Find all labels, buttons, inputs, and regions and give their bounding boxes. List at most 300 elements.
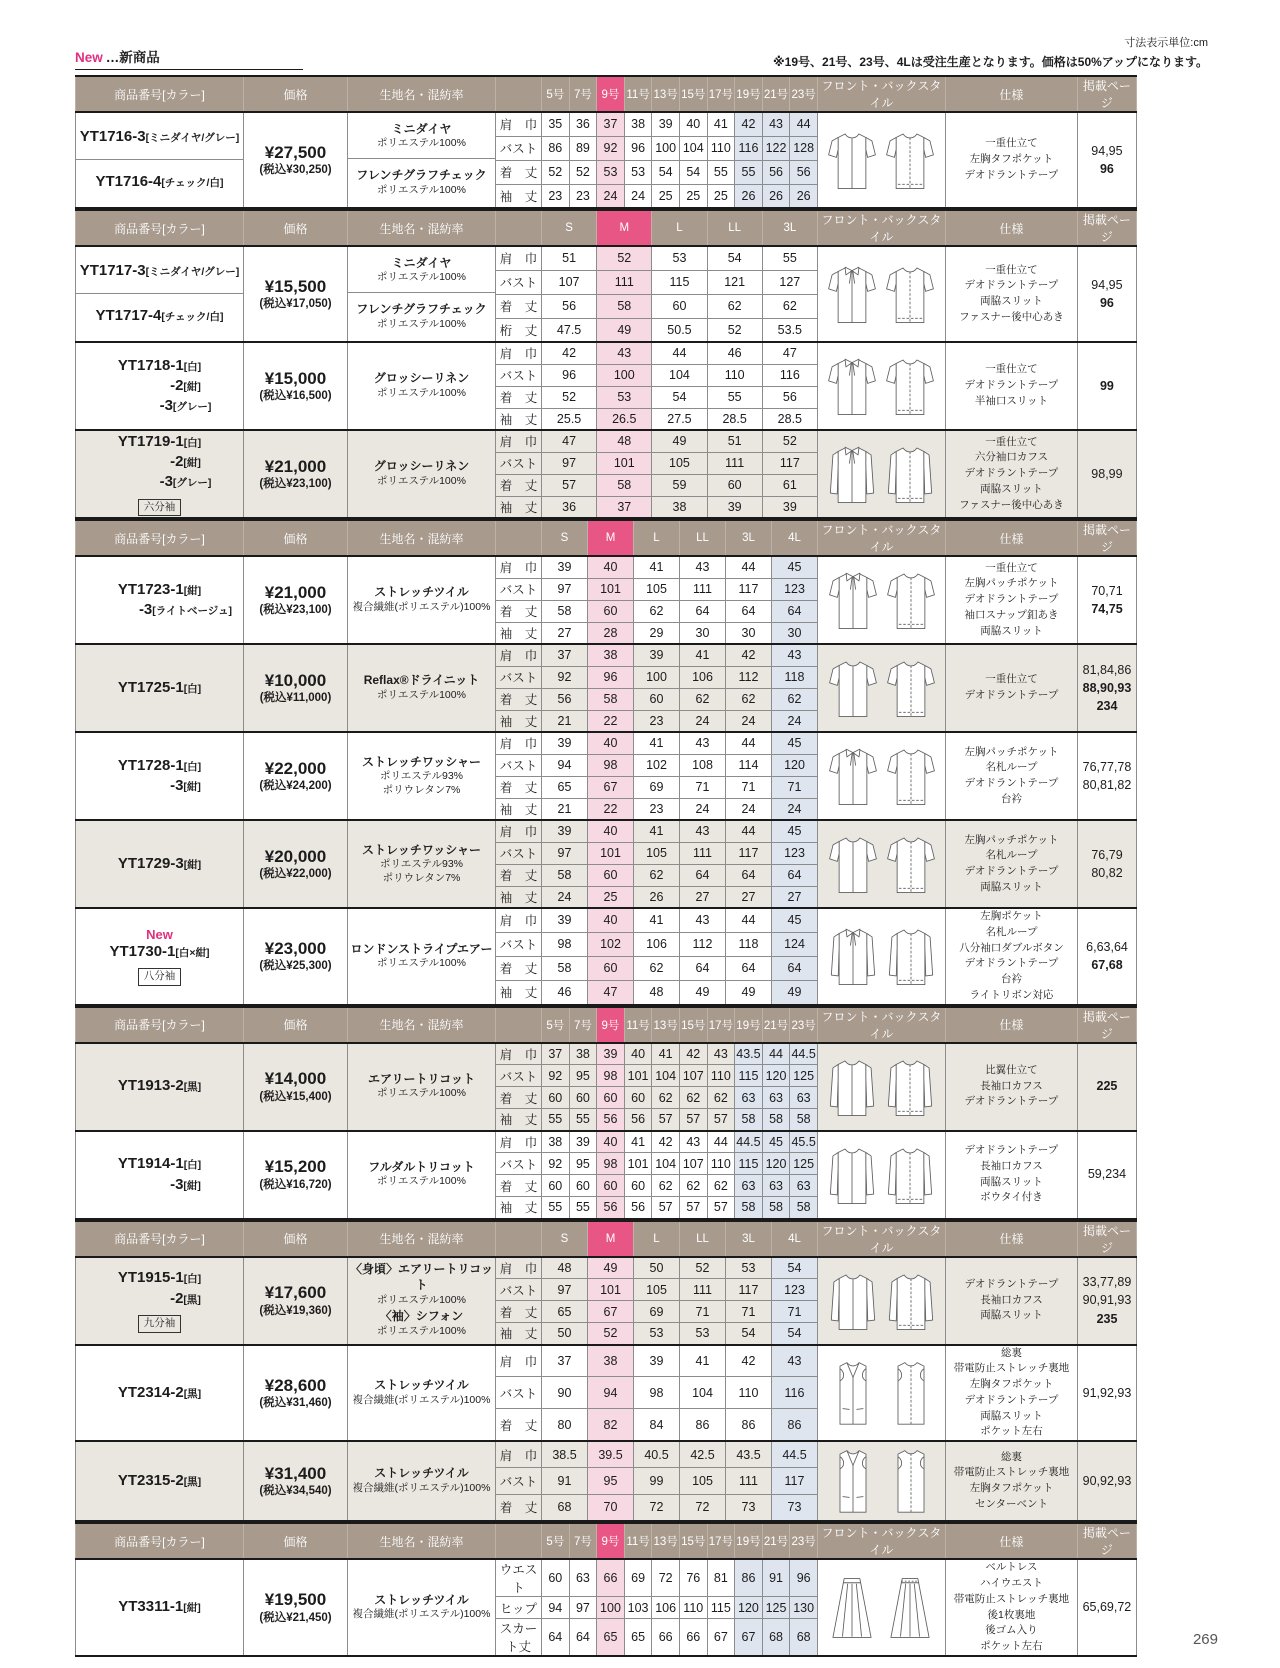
price-tax-value: (税込¥23,100) [259,604,332,617]
measurement-value: 62 [652,1175,680,1197]
measurement-label: 着 丈 [496,1087,542,1109]
measurement-value: 43.5 [735,1043,763,1065]
measurement-label: 肩 巾 [496,908,542,932]
price-value: ¥10,000 [264,670,327,690]
measurement-value: 60 [588,864,634,886]
measurement-label: 着 丈 [496,600,542,622]
measurement-label: 肩 巾 [496,644,542,666]
measurement-value: 91 [762,1559,790,1597]
measurement-value: 50 [542,1323,588,1345]
measurement-value: 40 [588,732,634,754]
size-column-header: 15号 [679,76,707,112]
measurement-value: 27.5 [652,408,707,430]
style-illustration-cell [817,246,945,342]
measurement-value: 46 [707,342,762,364]
product-code-number: YT1718-1 [117,356,184,374]
spec-item: デオドラントテープ [964,1095,1059,1108]
spec-list [946,732,1078,820]
measurement-value: 62 [707,294,762,318]
page-references [1077,1559,1136,1656]
measurement-value: 96 [624,136,652,160]
measurement-value: 54 [707,246,762,270]
spec-item: 左胸パッチポケット [964,833,1059,846]
measurement-value: 53 [680,1323,726,1345]
measurement-value: 40 [588,556,634,578]
column-header-fabric: 生地名・混紡率 [348,1221,496,1257]
measurement-row [76,430,1137,452]
fabric-cell [348,556,496,644]
product-code-cell [76,246,244,342]
product-color-label: [紺] [183,1179,201,1192]
fabric-cell [348,1043,496,1131]
size-column-header: S [542,210,597,246]
measurement-value: 63 [762,1175,790,1197]
size-column-header: 5号 [542,1007,570,1043]
product-code-cell [76,644,244,732]
measurement-value: 70 [588,1494,634,1521]
column-header-style: フロント・バックスタイル [817,1523,945,1559]
measurement-value: 107 [542,270,597,294]
measurement-value: 38 [542,1131,570,1153]
style-illustration-cell [817,112,945,208]
measurement-value: 86 [772,1409,818,1441]
new-flag: New [146,926,173,942]
size-column-header: 13号 [652,1523,680,1559]
measurement-value: 56 [624,1109,652,1131]
measurement-value: 58 [597,474,652,496]
product-code-cell [76,1257,244,1345]
garment-back-illustration [884,255,936,333]
measurement-label: 袖 丈 [496,980,542,1004]
product-code-number: YT1729-3 [117,854,184,872]
spec-item: 左胸タフポケット [969,1378,1054,1390]
size-column-header: 15号 [679,1007,707,1043]
measurement-label: バスト [496,1377,542,1409]
measurement-label: 着 丈 [496,474,542,496]
spec-list [945,1043,1077,1131]
column-header-product: 商品番号[カラー] [76,76,244,112]
measurement-value: 111 [680,578,726,600]
measurement-value: 118 [726,932,772,956]
measurement-value: 45 [772,908,818,932]
measurement-value: 81 [707,1559,735,1597]
measurement-row [76,1131,1137,1153]
measurement-label: 肩 巾 [496,1345,542,1377]
page-references [1078,732,1137,820]
spec-list [945,1131,1077,1219]
size-column-header: M [588,520,634,556]
measurement-value: 52 [569,160,597,184]
measurement-value: 30 [680,622,726,644]
fabric-entry [348,371,495,400]
measurement-value: 44.5 [790,1043,818,1065]
column-header-pages: 掲載ページ [1077,1007,1136,1043]
fabric-name: Reflax®ドライニット [363,673,480,688]
spec-item: デオドラントテープ [964,593,1059,606]
measurement-label: 袖 丈 [496,408,542,430]
spec-item: 長袖口カフス [980,1159,1043,1172]
spec-item: 一重仕立て [985,561,1038,574]
measurement-value: 86 [542,136,570,160]
size-column-header: LL [680,1221,726,1257]
size-column-header: L [634,1221,680,1257]
measurement-value: 55 [707,160,735,184]
measurement-value: 60 [652,294,707,318]
spec-item: 名札ループ [985,849,1038,862]
style-illustration-cell [818,732,946,820]
measurement-value: 98 [542,932,588,956]
measurement-value: 40 [588,820,634,842]
measurement-value: 60 [624,1087,652,1109]
measurement-label: 肩 巾 [496,1257,542,1279]
product-color-label: [ミニダイヤ/グレー] [145,132,240,145]
column-header-style: フロント・バックスタイル [817,76,945,112]
style-illustration-cell [817,1131,945,1219]
measurement-value: 64 [726,864,772,886]
measurement-value: 111 [707,452,762,474]
product-code [76,396,243,416]
page-references [1077,342,1136,430]
column-header-spec: 仕様 [945,76,1077,112]
measurement-value: 55 [542,1197,570,1219]
page-ref: 96 [1099,162,1114,176]
measurement-value: 60 [588,600,634,622]
product-code [76,942,243,962]
spec-item: ライトリボン対応 [969,988,1054,1001]
measurement-value: 63 [735,1087,763,1109]
product-code-number: -3 [170,1175,184,1193]
measurement-value: 43 [679,1131,707,1153]
garment-front-illustration [826,1048,878,1126]
spec-item: ファスナー後中心あき [959,310,1064,323]
measurement-value: 27 [680,886,726,908]
measurement-row [76,1345,1137,1377]
measurement-value: 48 [597,430,652,452]
product-color-label: [白] [183,682,202,695]
fabric-entry [348,249,495,293]
price-value: ¥15,200 [264,1157,327,1177]
spec-item: 両脇スリット [980,295,1043,307]
column-header-price: 価格 [244,1523,348,1559]
measurement-value: 42 [726,644,772,666]
column-header-product: 商品番号[カラー] [76,1007,244,1043]
measurement-value: 41 [634,820,680,842]
measurement-value: 60 [588,956,634,980]
measurement-value: 105 [680,1468,726,1495]
measurement-value: 67 [588,1301,634,1323]
measurement-value: 64 [772,864,818,886]
fabric-composition: ポリウレタン7% [382,871,461,884]
product-code [76,1154,243,1174]
measurement-value: 41 [634,556,680,578]
measurement-value: 64 [726,600,772,622]
product-code [76,600,243,620]
product-color-label: [黒] [183,1475,202,1488]
measurement-value: 62 [634,864,680,886]
spec-item: 総裏 [1001,1450,1022,1463]
fabric-entries [348,755,495,798]
product-code-number: YT1723-1 [117,580,184,598]
measurement-value: 24 [597,184,625,208]
spec-item: 長袖口カフス [980,1079,1043,1092]
fabric-cell [348,342,496,430]
spec-list [945,112,1077,208]
measurement-label: 袖 丈 [496,1323,542,1345]
product-code-number: YT1728-1 [117,756,184,774]
size-column-header: 4L [772,520,818,556]
column-header-blank [496,210,542,246]
price-cell [244,732,348,820]
measurement-value: 104 [652,1153,680,1175]
new-product-legend [75,46,303,70]
measurement-value: 44 [726,556,772,578]
page-ref: 99 [1099,378,1114,393]
spec-list [946,556,1078,644]
measurement-value: 30 [772,622,818,644]
measurement-value: 65 [597,1619,625,1657]
product-code-number: YT1725-1 [117,678,184,696]
column-header-price: 価格 [244,1221,348,1257]
measurement-value: 103 [624,1597,652,1619]
size-column-header: 15号 [679,1523,707,1559]
measurement-value: 46 [542,980,588,1004]
measurement-value: 110 [679,1597,707,1619]
page-ref: 94,95 [1091,277,1123,292]
measurement-value: 56 [762,386,817,408]
measurement-value: 58 [735,1197,763,1219]
measurement-value: 117 [726,1279,772,1301]
spec-item: ハイウエスト [979,1577,1043,1589]
measurement-value: 86 [726,1409,772,1441]
fabric-entry [348,673,495,702]
measurement-value: 55 [569,1197,597,1219]
spec-list [946,1257,1078,1345]
column-header-fabric: 生地名・混紡率 [348,76,496,112]
price-cell [244,1257,348,1345]
price-value: ¥23,000 [264,939,327,959]
fabric-entry [348,1593,495,1622]
product-color-label: [白] [183,360,202,373]
column-header-fabric: 生地名・混紡率 [348,1007,496,1043]
measurement-value: 53 [597,160,625,184]
page-references [1077,1043,1136,1131]
measurement-value: 26.5 [597,408,652,430]
product-color-label: [白×紺] [175,947,210,960]
fabric-name: ストレッチツイル [374,1466,469,1481]
measurement-value: 61 [762,474,817,496]
measurement-label: バスト [496,666,542,688]
measurement-value: 41 [652,1043,680,1065]
column-header-blank [496,520,542,556]
fabric-name: エアリートリコット [367,1071,476,1086]
measurement-value: 24 [726,798,772,820]
measurement-value: 101 [597,452,652,474]
measurement-value: 58 [542,600,588,622]
spec-item: 袖口スナップ釦あき [964,608,1059,621]
fabric-name: ストレッチツイル [374,1378,469,1393]
measurement-value: 57 [652,1197,680,1219]
measurement-value: 95 [569,1065,597,1087]
measurement-value: 29 [634,622,680,644]
measurement-value: 101 [624,1065,652,1087]
column-header-spec: 仕様 [946,520,1078,556]
spec-item: デオドラントテープ [964,1277,1059,1290]
price-tax-value: (税込¥23,100) [259,478,332,491]
measurement-value: 100 [652,136,680,160]
measurement-value: 94 [588,1377,634,1409]
measurement-label: 着 丈 [496,386,542,408]
column-header-style: フロント・バックスタイル [818,1221,946,1257]
measurement-value: 66 [679,1619,707,1657]
measurement-value: 41 [624,1131,652,1153]
measurement-value: 40 [679,112,707,136]
measurement-value: 98 [588,754,634,776]
measurement-value: 28 [588,622,634,644]
price-tax-value: (税込¥24,200) [259,780,332,793]
measurement-value: 56 [624,1197,652,1219]
measurement-value: 110 [707,136,735,160]
product-color-label: [紺] [183,457,201,470]
spec-item: センターベント [974,1497,1049,1510]
measurement-value: 115 [652,270,707,294]
price-tax-value: (税込¥21,450) [259,1611,332,1624]
measurement-value: 55 [569,1109,597,1131]
spec-item: 両脇スリット [980,1409,1043,1422]
size-spec-table [75,519,1137,1006]
page-ref: 225 [1096,1079,1118,1094]
price-tax-value: (税込¥16,500) [259,390,332,403]
measurement-value: 44 [762,1043,790,1065]
measurement-value: 38.5 [542,1441,588,1468]
measurement-label: 袖 丈 [496,886,542,908]
garment-back-illustration [884,1569,936,1647]
page-ref: 76,79 [1091,847,1123,862]
measurement-value: 39 [542,908,588,932]
measurement-value: 120 [762,1153,790,1175]
spec-item: デオドラントテープ [964,865,1059,877]
measurement-value: 52 [542,160,570,184]
fabric-cell [348,112,496,208]
measurement-value: 62 [634,956,680,980]
measurement-label: 袖 丈 [496,622,542,644]
page-ref: 91,92,93 [1082,1385,1132,1400]
fabric-name: ロンドンストライプエアー [350,941,493,956]
measurement-value: 67 [735,1619,763,1657]
measurement-value: 99 [634,1468,680,1495]
measurement-value: 62 [726,688,772,710]
product-code [76,172,243,192]
measurement-value: 117 [762,452,817,474]
product-code-number: YT1717-4 [95,306,162,324]
measurement-value: 95 [569,1153,597,1175]
measurement-value: 54 [726,1323,772,1345]
sleeve-length-badge: 九分袖 [138,1315,182,1333]
column-header-blank [496,1523,542,1559]
product-color-label: [紺] [183,781,201,793]
measurement-value: 123 [772,1279,818,1301]
measurement-value: 42 [652,1131,680,1153]
measurement-label: 肩 巾 [496,112,542,136]
measurement-value: 60 [597,1087,625,1109]
measurement-value: 42 [726,1345,772,1377]
measurement-value: 37 [542,644,588,666]
product-code-cell [76,112,244,208]
price-cell [244,1441,348,1521]
column-header-product: 商品番号[カラー] [76,520,244,556]
garment-front-illustration [827,825,879,903]
product-code-cell [76,1131,244,1219]
table-header-row [76,1523,1137,1559]
size-spec-table [75,209,1137,519]
fabric-entries [348,115,495,205]
measurement-value: 45 [762,1131,790,1153]
spec-list [946,820,1078,908]
measurement-value: 65 [542,776,588,798]
price-cell [244,430,348,518]
spec-item: デオドラントテープ [964,957,1059,970]
measurement-value: 25 [679,184,707,208]
product-code-number: YT1719-1 [117,432,184,450]
measurement-label: 肩 巾 [496,430,542,452]
measurement-value: 54 [652,386,707,408]
measurement-value: 90 [542,1377,588,1409]
page-references [1078,1441,1137,1521]
price-tax-value: (税込¥17,050) [259,298,332,311]
fabric-entry [348,1262,495,1307]
measurement-value: 43 [707,1043,735,1065]
fabric-cell [348,1257,496,1345]
product-code-group [76,160,243,204]
measurement-value: 57 [679,1197,707,1219]
fabric-name: ストレッチワッシャー [361,754,482,769]
product-code-number: YT1730-1 [109,943,176,961]
price-cell [244,1131,348,1219]
fabric-entry [348,1378,495,1407]
product-code-number: -2 [170,376,184,394]
column-header-style: フロント・バックスタイル [817,210,945,246]
page-ref: 67,68 [1091,958,1123,973]
measurement-value: 64 [569,1619,597,1657]
garment-back-illustration [885,917,937,995]
measurement-value: 39 [542,556,588,578]
product-code-number: -3 [159,397,173,415]
measurement-label: 肩 巾 [496,342,542,364]
measurement-value: 42.5 [680,1441,726,1468]
measurement-value: 54 [772,1257,818,1279]
spec-item: 比翼仕立て [985,1063,1038,1076]
spec-item: 半袖口スリット [974,394,1048,407]
measurement-row [76,820,1137,842]
spec-item: 台衿 [1001,792,1022,805]
fabric-name: ミニダイヤ [391,121,452,136]
style-illustration-cell [818,644,946,732]
product-color-label: [白] [183,436,202,449]
fabric-composition: ポリエステル100% [377,386,466,399]
product-code-group [76,294,243,338]
size-column-header: S [542,1221,588,1257]
spec-item: 一重仕立て [985,263,1038,276]
page-number: 269 [1192,1631,1218,1648]
product-code-group [76,116,243,160]
page-ref: 65,69,72 [1082,1600,1132,1615]
measurement-value: 44 [707,1131,735,1153]
fabric-entry [348,1466,495,1495]
measurement-value: 72 [634,1494,680,1521]
measurement-value: 106 [634,932,680,956]
measurement-value: 108 [680,754,726,776]
size-column-header: 13号 [652,1007,680,1043]
fabric-name: 〈身頃〉エアリートリコット [349,1262,494,1293]
